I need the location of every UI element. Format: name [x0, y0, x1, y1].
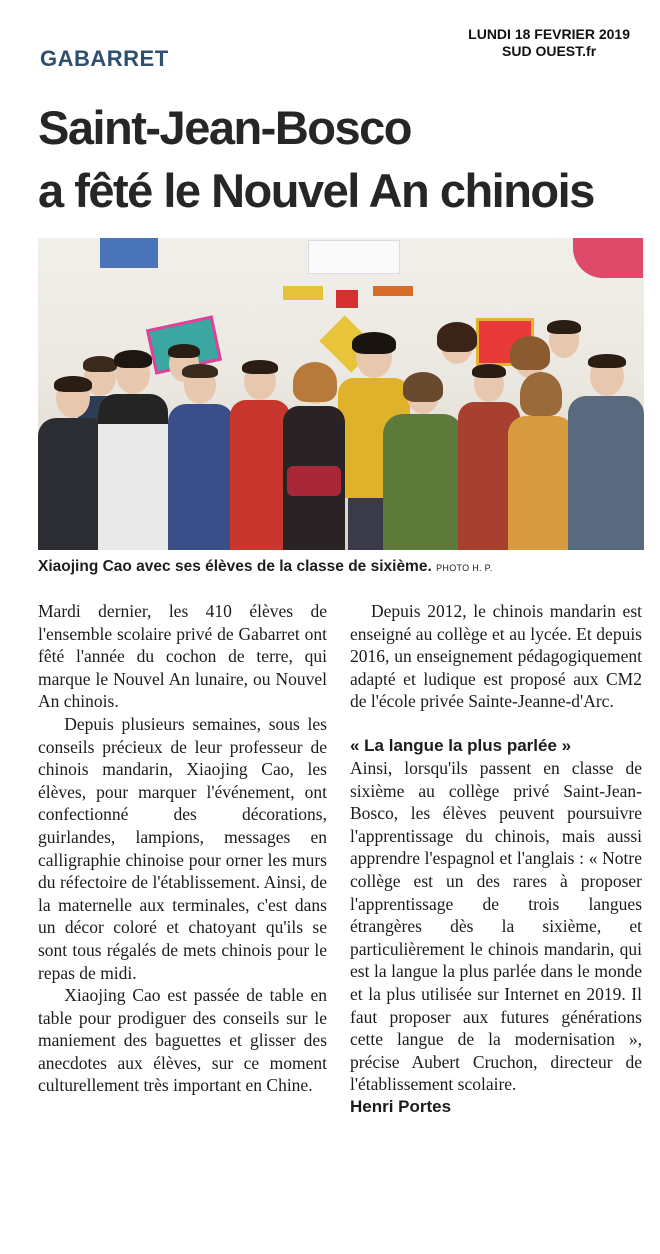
- headline-line-1: Saint-Jean-Bosco: [38, 101, 411, 154]
- class-photo: [38, 238, 644, 550]
- photo-caption: [38, 558, 648, 576]
- article-paragraph: Depuis plusieurs semaines, sous les conseils précieux de leur professeur de chinois mandarin, Xiaojing Cao, les élèves, pour marquer l'événement, ont confectionné des décorations, guirlandes, lampions, messages en calligraphie chinoise pour orner les murs du réfectoire de l'établissement. Ainsi, de la maternelle aux terminales, c'est dans un décor coloré et chatoyant qu'ils se sont tous régalés de mets chinois pour le repas de midi.: [38, 713, 327, 983]
- student: [230, 362, 290, 550]
- article-paragraph: Depuis 2012, le chinois mandarin est enseigné au collège et au lycée. Et depuis 2016, un enseignement pédagogiquement adapté et ludique est proposé aux CM2 de l'école privée Sainte-Jeanne-d'Arc.: [350, 601, 642, 712]
- section-label: GABARRET: [40, 46, 169, 71]
- article-paragraph: Ainsi, lorsqu'ils passent en classe de sixième au collège privé Saint-Jean-Bosco, les élèves peuvent poursuivre l'apprentissage du chinois, mais aussi apprendre l'espagnol et l'anglais : « Notre collège est un des rares à proposer l'apprentissage de trois langues étrangères dès la sixième, et particulièrement le chinois mandarin, qui est la langue la plus parlée dans le monde et la plus utilisée sur Internet en 2019. Il faut proposer aux futures générations cette langue de la modernisation », précise Aubert Cruchon, directeur de l'établissement scolaire.: [350, 757, 642, 1095]
- wall-decoration: [308, 240, 400, 274]
- article-subhead: « La langue la plus parlée »: [350, 735, 572, 755]
- article-column-right: [350, 600, 642, 1118]
- student: [568, 356, 644, 550]
- publication-date: LUNDI 18 FEVRIER 2019: [468, 26, 630, 42]
- article-column-left: [38, 600, 327, 1097]
- headline-line-2: a fêté le Nouvel An chinois: [38, 164, 594, 217]
- student: [283, 366, 345, 550]
- student: [98, 354, 168, 550]
- article-paragraph: Mardi dernier, les 410 élèves de l'ensemble scolaire privé de Gabarret ont fêté l'année du cochon de terre, qui marque le Nouvel An lunaire, ou Nouvel An chinois.: [38, 601, 327, 712]
- student: [383, 376, 463, 550]
- wall-decoration: [573, 238, 643, 278]
- photo-credit: PHOTO H. P.: [436, 563, 493, 573]
- student: [168, 366, 234, 550]
- article-paragraph: Xiaojing Cao est passée de table en table pour prodiguer des conseils sur le maniement des baguettes et glisser des anecdotes aux élèves, sur ce moment culturellement très important en Chine.: [38, 985, 327, 1096]
- article-byline: Henri Portes: [350, 1096, 452, 1116]
- wall-decoration: [283, 286, 323, 300]
- headline: [38, 96, 648, 222]
- caption-text: Xiaojing Cao avec ses élèves de la classe de sixième.: [38, 558, 432, 575]
- student: [508, 376, 574, 550]
- wall-decoration: [373, 286, 413, 296]
- wall-decoration: [336, 290, 358, 308]
- dateline: [468, 26, 630, 60]
- wall-decoration: [100, 238, 158, 268]
- publication-source: SUD OUEST.fr: [502, 43, 597, 59]
